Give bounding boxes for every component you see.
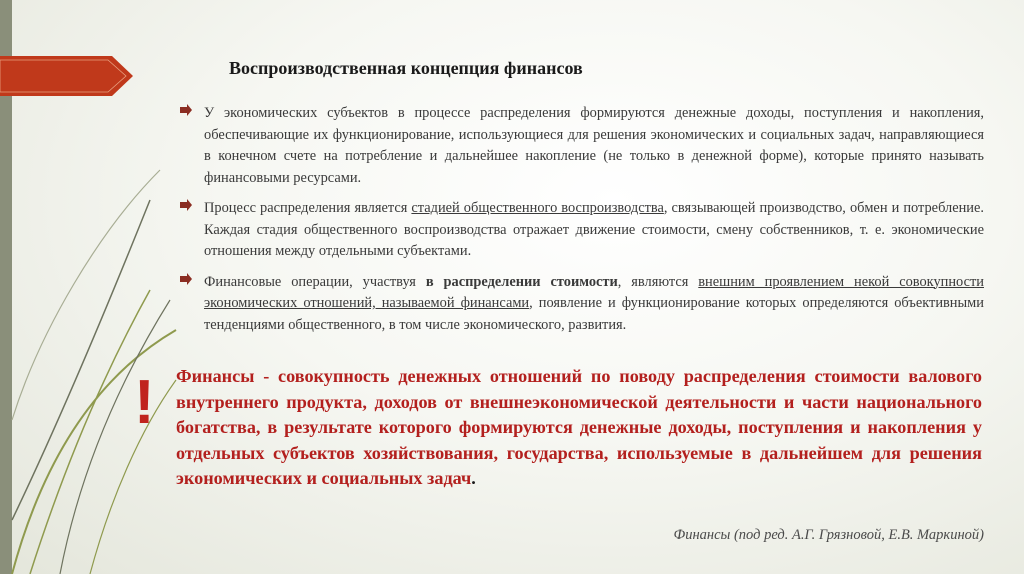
bullet-text-segment: , связывающей производство, обмен и потребление. Каждая стадия общественного воспроизводства отражает движение стоимости, смену собственников, т. е. экономические отношения между отдельными субъектами. <box>204 200 984 259</box>
bullet-text <box>204 274 984 333</box>
source-citation: Финансы (под ред. А.Г. Грязновой, Е.В. Маркиной) <box>673 527 984 543</box>
finance-definition <box>176 364 982 492</box>
definition-text: Финансы - совокупность денежных отношений по поводу распределения стоимости валового внутреннего продукта, доходов от внешнеэкономической деятельности и части национального богатства, в результате которого формируются денежные доходы, поступления и накопления у отдельных субъектов хозяйствования, государства, используемые в дальнейшем для решения экономических и социальных задач <box>176 366 982 488</box>
bullet-text-segment: стадией общественного воспроизводства <box>411 200 664 216</box>
bullet-list <box>176 103 984 345</box>
exclamation-mark: ! <box>134 368 155 437</box>
bullet-text-segment: У экономических субъектов в процессе распределения формируются денежные доходы, поступления и накопления, обеспечивающие их функционирование, использующиеся для решения экономических и социальных задач, направляющиеся в конечном счете на потребление и дальнейшее накопление (не только в денежной форме), которые принято называть финансовыми ресурсами. <box>204 105 984 186</box>
bullet-text-segment: Финансовые операции, участвуя <box>204 273 426 290</box>
arrow-bullet-icon <box>180 273 192 285</box>
definition-period: . <box>471 468 476 488</box>
bullet-item <box>176 103 984 189</box>
red-arrow-banner <box>0 56 133 96</box>
bullet-item <box>176 272 984 337</box>
arrow-bullet-icon <box>180 199 192 211</box>
bullet-text <box>204 200 984 259</box>
slide-title: Воспроизводственная концепция финансов <box>229 58 583 78</box>
bullet-text-segment: в распределении стоимости <box>425 273 618 290</box>
bullet-item <box>176 198 984 263</box>
arrow-bullet-icon <box>180 104 192 116</box>
bullet-text-segment: , появление и функционирование которых определяются объективными тенденциями общественного, в том числе экономического, развития. <box>204 295 984 333</box>
bullet-text-segment: , являются <box>617 273 699 290</box>
bullet-text <box>204 105 984 186</box>
bullet-text-segment: внешним проявлением некой совокупности экономических отношений, называемой финансами <box>204 273 984 311</box>
bullet-text-segment: Процесс распределения является <box>204 200 412 216</box>
